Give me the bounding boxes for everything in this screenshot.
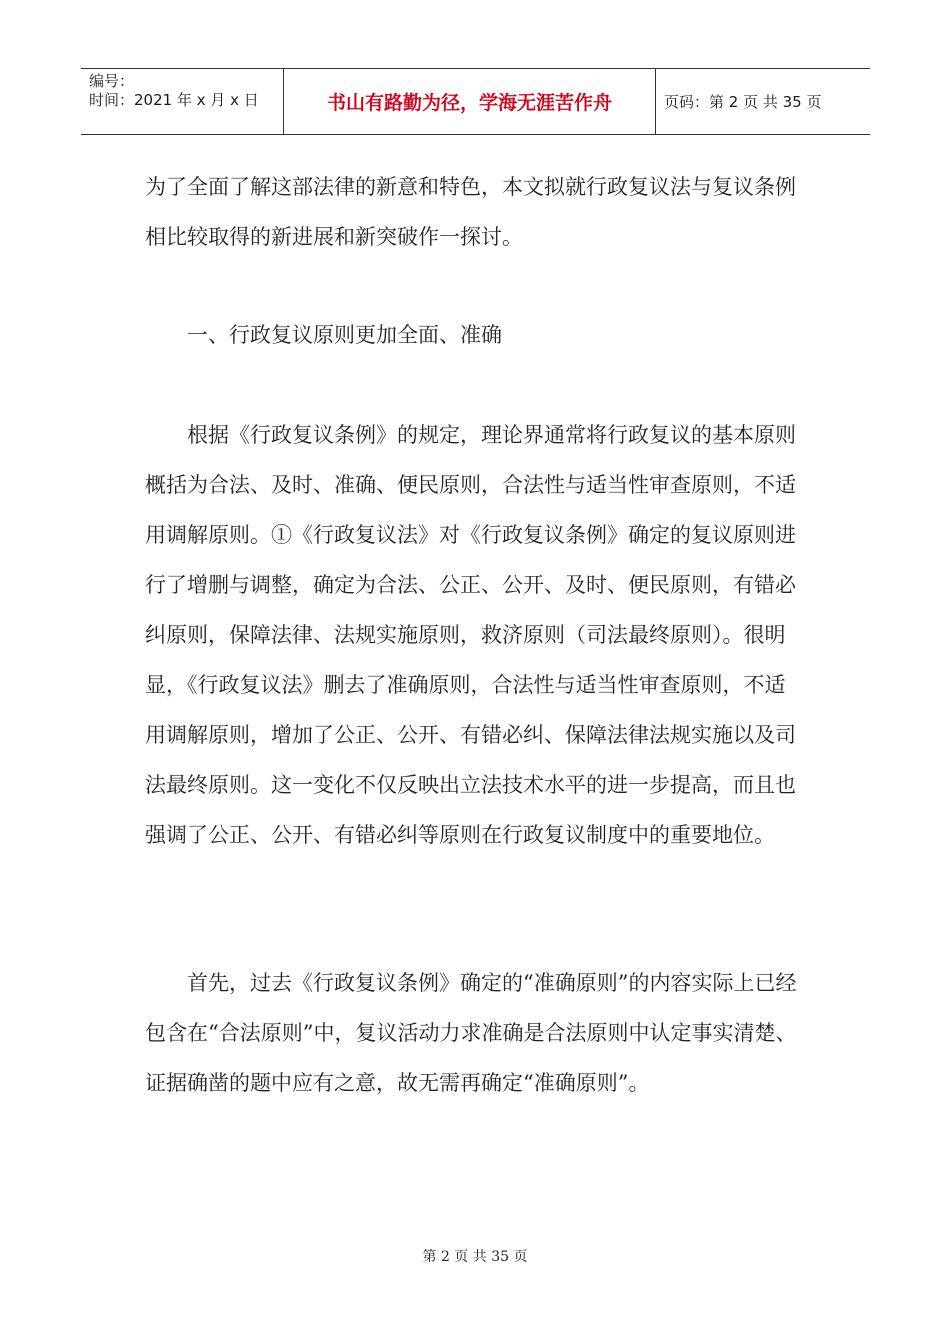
- paragraph-intro-block: [145, 162, 800, 262]
- header-motto: 书山有路勤为径，学海无涯苦作舟: [283, 69, 656, 134]
- header-page-info: 页码：第 2 页 共 35 页: [664, 93, 822, 111]
- paragraph-principles: 根据《行政复议条例》的规定，理论界通常将行政复议的基本原则概括为合法、及时、准确、便民原则，合法性与适当性审查原则，不适用调解原则。①《行政复议法》对《行政复议条例》确定的复议原则进行了增删与调整，确定为合法、公正、公开、及时、便民原则，有错必纠原则，保障法律、法规实施原则，救济原则（司法最终原则）。很明显，《行政复议法》删去了准确原则，合法性与适当性审查原则，不适用调解原则，增加了公正、公开、有错必纠、保障法律法规实施以及司法最终原则。这一变化不仅反映出立法技术水平的进一步提高，而且也强调了公正、公开、有错必纠等原则在行政复议制度中的重要地位。: [145, 423, 796, 847]
- document-date: 时间：2021 年 x 月 x 日: [89, 91, 259, 109]
- page-header: [81, 68, 870, 135]
- document-number-label: 编号：: [89, 72, 135, 90]
- page-footer: 第 2 页 共 35 页: [422, 1249, 528, 1265]
- header-meta: [81, 69, 283, 134]
- section-heading-block: [145, 310, 800, 360]
- paragraph-intro: 为了全面了解这部法律的新意和特色，本文拟就行政复议法与复议条例相比较取得的新进展和新突破作一探讨。: [145, 175, 796, 249]
- paragraph-first-block: [145, 958, 800, 1108]
- paragraph-principles-block: [145, 410, 800, 860]
- section-heading: 一、行政复议原则更加全面、准确: [187, 323, 502, 347]
- paragraph-first: 首先，过去《行政复议条例》确定的“准确原则”的内容实际上已经包含在“合法原则”中，复议活动力求准确是合法原则中认定事实清楚、证据确凿的题中应有之意，故无需再确定“准确原则”。: [145, 971, 797, 1095]
